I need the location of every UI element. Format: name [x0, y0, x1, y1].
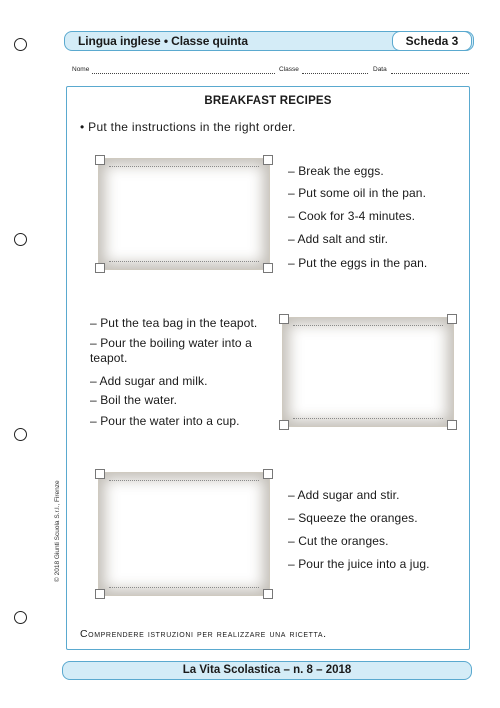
frame-rule [109, 166, 259, 167]
frame-rule [293, 418, 443, 419]
corner-ornament [263, 469, 273, 479]
data-field[interactable] [391, 73, 469, 74]
scheda-label: Scheda 3 [392, 31, 472, 51]
recipe2-step: – Pour the water into a cup. [90, 414, 240, 428]
recipe2-step: – Put the tea bag in the teapot. [90, 316, 258, 330]
footer-bar: La Vita Scolastica – n. 8 – 2018 [62, 661, 472, 680]
recipe3-step: – Cut the oranges. [288, 534, 389, 548]
recipe1-step: – Cook for 3-4 minutes. [288, 209, 416, 223]
recipe3-step: – Squeeze the oranges. [288, 511, 418, 525]
recipe1-step: – Put some oil in the pan. [288, 186, 427, 200]
data-label: Data [373, 66, 387, 73]
recipe2-step: – Add sugar and milk. [90, 374, 208, 388]
recipe3-step: – Add sugar and stir. [288, 488, 400, 502]
recipe2-step: – Pour the boiling water into a teapot. [90, 336, 252, 365]
corner-ornament [95, 589, 105, 599]
recipe-picture-tea [282, 317, 454, 427]
binder-hole [14, 611, 27, 624]
binder-hole [14, 38, 27, 51]
instruction-text: • Put the instructions in the right order. [80, 120, 296, 134]
recipe2-step: – Boil the water. [90, 393, 178, 407]
corner-ornament [95, 263, 105, 273]
corner-ornament [279, 420, 289, 430]
corner-ornament [95, 155, 105, 165]
subject-label: Lingua inglese • Classe quinta [78, 34, 248, 48]
learning-objective: Comprendere istruzioni per realizzare una ricetta. [80, 628, 327, 640]
corner-ornament [263, 263, 273, 273]
recipe-picture-orange-juice [98, 472, 270, 596]
corner-ornament [95, 469, 105, 479]
nome-field[interactable] [92, 73, 275, 74]
recipe3-step: – Pour the juice into a jug. [288, 557, 430, 571]
classe-field[interactable] [302, 73, 368, 74]
nome-label: Nome [72, 66, 90, 73]
frame-rule [109, 587, 259, 588]
corner-ornament [447, 314, 457, 324]
frame-rule [109, 480, 259, 481]
classe-label: Classe [279, 66, 299, 73]
recipe1-step: – Break the eggs. [288, 164, 384, 178]
recipe-picture-eggs [98, 158, 270, 270]
frame-rule [293, 325, 443, 326]
corner-ornament [263, 155, 273, 165]
recipe1-step: – Add salt and stir. [288, 232, 389, 246]
frame-rule [109, 261, 259, 262]
corner-ornament [263, 589, 273, 599]
corner-ornament [447, 420, 457, 430]
corner-ornament [279, 314, 289, 324]
binder-hole [14, 233, 27, 246]
page-title: BREAKFAST RECIPES [204, 95, 332, 107]
recipe1-step: – Put the eggs in the pan. [288, 256, 428, 270]
binder-hole [14, 428, 27, 441]
copyright-note: © 2018 Giunti Scuola S.r.l., Firenze [54, 480, 61, 582]
